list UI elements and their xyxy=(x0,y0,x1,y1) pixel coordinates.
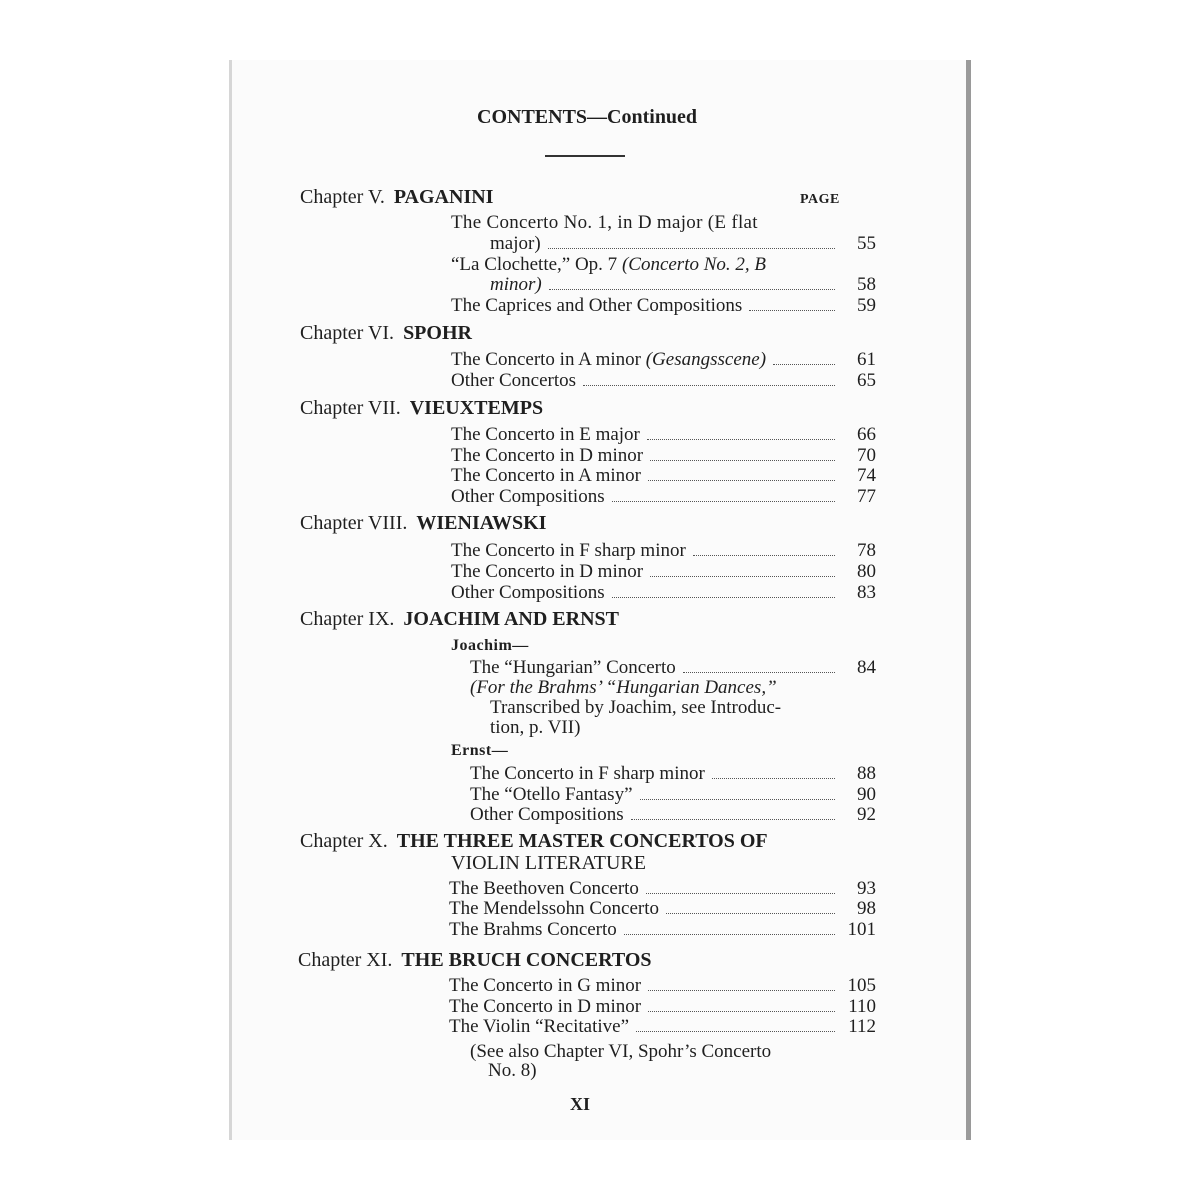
entry-text: The Caprices and Other Compositions xyxy=(451,295,743,316)
entry-text: The Mendelssohn Concerto xyxy=(449,898,660,919)
entry-text: The Concerto in A minor xyxy=(451,465,641,486)
dot-leader xyxy=(650,575,835,577)
page-number: 112 xyxy=(848,1016,876,1037)
chapter-heading xyxy=(298,949,652,972)
page-number: 66 xyxy=(857,424,876,445)
toc-entry xyxy=(470,804,876,826)
chapter-label: Chapter X. xyxy=(300,830,388,852)
dot-leader xyxy=(666,912,835,914)
toc-entry xyxy=(470,763,876,785)
chapter-name: THE BRUCH CONCERTOS xyxy=(401,949,652,971)
chapter-name: SPOHR xyxy=(403,322,472,344)
page-number: 90 xyxy=(857,784,876,805)
chapter-name: JOACHIM AND ERNST xyxy=(403,608,619,630)
entry-text: major) xyxy=(490,233,541,254)
chapter-label: Chapter VI. xyxy=(300,322,395,344)
toc-entry xyxy=(449,919,876,941)
dot-leader xyxy=(636,1030,835,1032)
toc-entry xyxy=(451,349,876,371)
subsection-heading: Ernst— xyxy=(451,742,509,759)
chapter-name: WIENIAWSKI xyxy=(416,512,547,534)
note-text: Transcribed by Joachim, see Introduc- xyxy=(490,697,782,718)
chapter-label: Chapter IX. xyxy=(300,608,395,630)
dot-leader xyxy=(749,309,835,311)
toc-entry xyxy=(451,465,876,487)
entry-text: The Concerto in A minor (Gesangsscene) xyxy=(451,349,767,370)
chapter-name: THE THREE MASTER CONCERTOS OF xyxy=(396,830,768,852)
dot-leader xyxy=(624,933,835,935)
entry-text: The Concerto in F sharp minor xyxy=(451,540,686,561)
dot-leader xyxy=(640,798,835,800)
toc-entry xyxy=(490,233,876,255)
chapter-heading xyxy=(300,397,543,420)
dot-leader xyxy=(648,479,835,481)
entry-text: The “Hungarian” Concerto xyxy=(470,657,676,678)
entry-text: Other Compositions xyxy=(451,582,605,603)
page-number: 110 xyxy=(848,996,876,1017)
toc-entry xyxy=(449,1016,876,1038)
page-number: 88 xyxy=(857,763,876,784)
page-number: 84 xyxy=(857,657,876,678)
dot-leader xyxy=(631,818,835,820)
page-number: 55 xyxy=(857,233,876,254)
toc-entry xyxy=(451,561,876,583)
chapter-heading xyxy=(300,608,619,631)
page-number: 98 xyxy=(857,898,876,919)
toc-entry xyxy=(451,424,876,446)
subsection-heading: Joachim— xyxy=(451,637,529,654)
entry-text: Other Concertos xyxy=(451,370,577,391)
dot-leader xyxy=(647,438,835,440)
dot-leader xyxy=(650,459,835,461)
entry-text: The Concerto in G minor xyxy=(449,975,642,996)
toc-entry xyxy=(449,898,876,920)
page-number: 74 xyxy=(857,465,876,486)
toc-entry xyxy=(449,975,876,997)
toc-entry xyxy=(490,274,876,296)
book-page xyxy=(229,60,971,1140)
dot-leader xyxy=(549,288,835,290)
note-text: No. 8) xyxy=(488,1060,537,1081)
dot-leader xyxy=(648,989,835,991)
page-number: 61 xyxy=(857,349,876,370)
toc-entry xyxy=(451,295,876,317)
entry-text: The Concerto No. 1, in D major (E flat xyxy=(451,212,758,233)
page-column-label: PAGE xyxy=(800,192,840,207)
toc-entry xyxy=(470,657,876,679)
page-number: 59 xyxy=(857,295,876,316)
toc-entry xyxy=(470,784,876,806)
page-number: 65 xyxy=(857,370,876,391)
entry-text: The Beethoven Concerto xyxy=(449,878,639,899)
chapter-heading xyxy=(300,830,768,853)
entry-text: The “Otello Fantasy” xyxy=(470,784,633,805)
chapter-label: Chapter VIII. xyxy=(300,512,408,534)
chapter-heading xyxy=(300,512,546,535)
contents-title: CONTENTS—Continued xyxy=(477,106,698,128)
title-rule xyxy=(545,155,625,157)
toc-entry xyxy=(449,996,876,1018)
toc-entry xyxy=(451,582,876,604)
page-number: 80 xyxy=(857,561,876,582)
chapter-heading xyxy=(300,322,472,345)
chapter-name: PAGANINI xyxy=(393,186,494,208)
toc-entry xyxy=(451,540,876,562)
dot-leader xyxy=(548,247,835,249)
dot-leader xyxy=(583,384,835,386)
toc-entry xyxy=(451,370,876,392)
toc-entry xyxy=(449,878,876,900)
dot-leader xyxy=(612,500,835,502)
page-folio: XI xyxy=(570,1094,591,1114)
page-number: 77 xyxy=(857,486,876,507)
dot-leader xyxy=(683,671,835,673)
entry-text: Other Compositions xyxy=(451,486,605,507)
entry-text: The Concerto in F sharp minor xyxy=(470,763,705,784)
note-text: (For the Brahms’ “Hungarian Dances,” xyxy=(470,677,777,698)
page-number: 58 xyxy=(857,274,876,295)
entry-text: The Concerto in D minor xyxy=(449,996,642,1017)
toc-entry xyxy=(451,445,876,467)
entry-text: The Brahms Concerto xyxy=(449,919,617,940)
chapter-name: VIEUXTEMPS xyxy=(409,397,544,419)
entry-text: The Concerto in D minor xyxy=(451,561,644,582)
dot-leader xyxy=(612,596,835,598)
chapter-name-continued: VIOLIN LITERATURE xyxy=(451,852,646,874)
entry-text: The Concerto in E major xyxy=(451,424,640,445)
note-text: tion, p. VII) xyxy=(490,717,581,738)
page-number: 93 xyxy=(857,878,876,899)
chapter-label: Chapter VII. xyxy=(300,397,401,419)
note-text: (See also Chapter VI, Spohr’s Concerto xyxy=(470,1041,772,1062)
entry-text: minor) xyxy=(490,274,542,295)
dot-leader xyxy=(773,363,835,365)
page-number: 78 xyxy=(857,540,876,561)
entry-text: Other Compositions xyxy=(470,804,624,825)
entry-text: The Violin “Recitative” xyxy=(449,1016,629,1037)
dot-leader xyxy=(648,1010,835,1012)
page-number: 83 xyxy=(857,582,876,603)
chapter-heading xyxy=(300,186,493,209)
page-number: 92 xyxy=(857,804,876,825)
entry-text: The Concerto in D minor xyxy=(451,445,644,466)
toc-entry xyxy=(451,486,876,508)
page-number: 101 xyxy=(847,919,876,940)
chapter-label: Chapter XI. xyxy=(298,949,393,971)
dot-leader xyxy=(712,777,835,779)
entry-text: “La Clochette,” Op. 7 (Concerto No. 2, B xyxy=(451,254,767,275)
dot-leader xyxy=(646,892,835,894)
chapter-label: Chapter V. xyxy=(300,186,385,208)
dot-leader xyxy=(693,554,835,556)
page-number: 105 xyxy=(847,975,876,996)
page-number: 70 xyxy=(857,445,876,466)
